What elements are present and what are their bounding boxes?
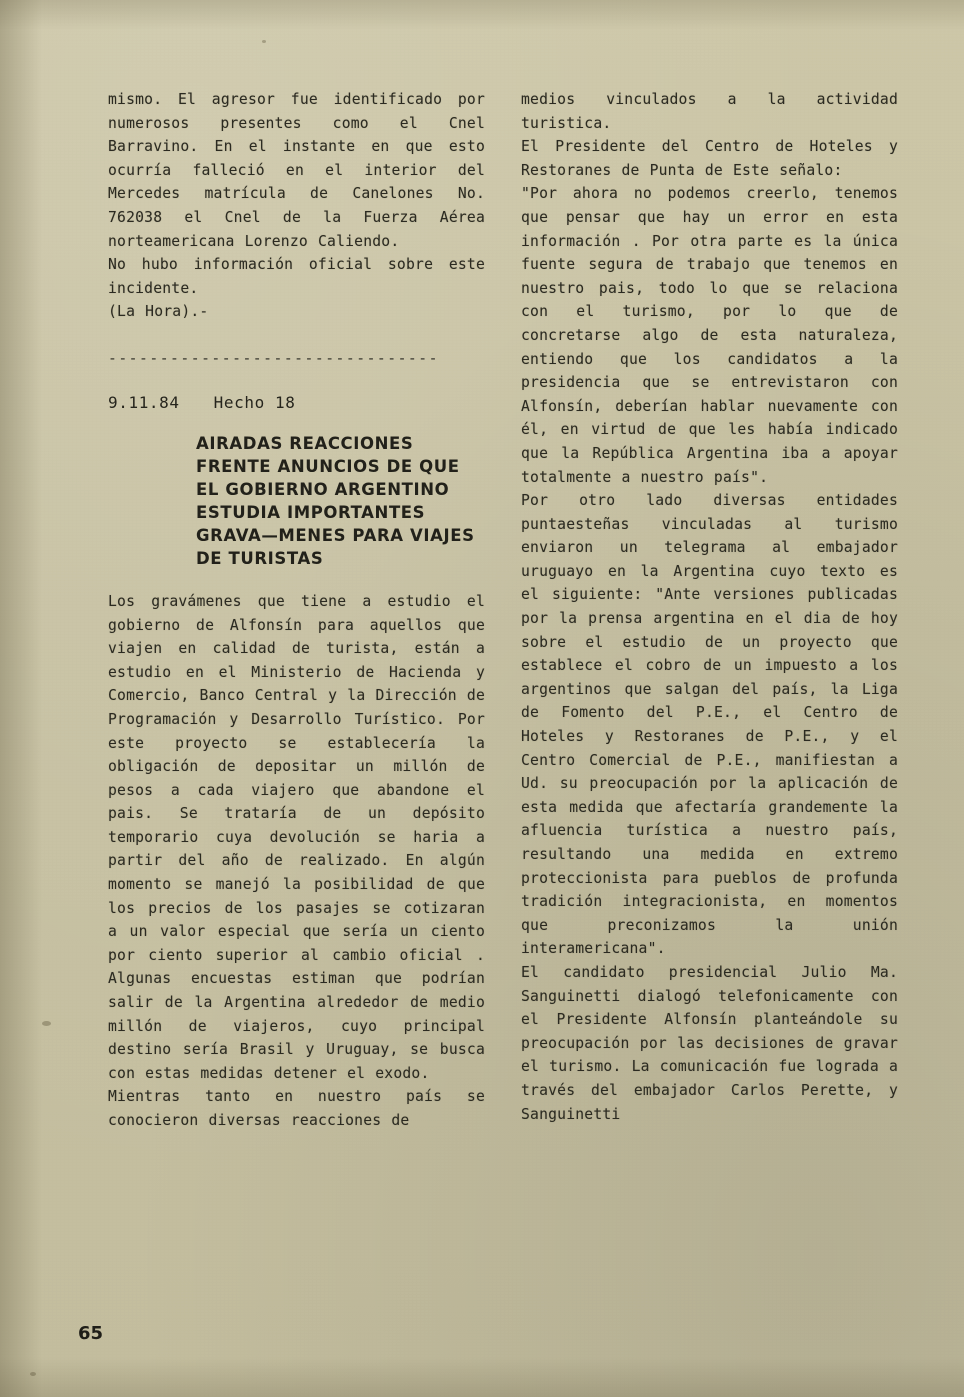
paragraph: mismo. El agresor fue identificado por numerosos presentes como el Cnel Barravino. En el instante en que esto ocurría falleció en el interior del Mercedes matrícula de Canelones No. 762038 el Cnel de la Fuerza Aérea norteamericana Lorenzo Caliendo. [108,91,485,250]
dateline [108,390,485,416]
paragraph: Por otro lado diversas entidades puntaesteñas vinculadas al turismo enviaron un telegrama al embajador uruguayo en la Argentina cuyo texto es el siguiente: "Ante versiones publicadas por la prensa argentina en el dia de hoy sobre el estudio de un proyecto que establece el cobro de un impuesto a los argentinos que salgan del país, la Liga de Fomento del P.E., el Centro de Hoteles y Restoranes de P.E., y el Centro Comercial de P.E., manifiestan a Ud. su preocupación por la aplicación de esta medida que afectaría grandemente la afluencia turística a nuestro país, resultando una medida en extremo proteccionista para pueblos de profunda tradición integracionista, en momentos que preconizamos la unión interamericana". [521,492,898,958]
paper-speck [30,1372,36,1376]
two-column-body [108,88,898,1133]
page-number: 65 [78,1323,104,1344]
paragraph: El Presidente del Centro de Hoteles y Restoranes de Punta de Este señalo: [521,138,898,179]
page-shadow-bottom [0,1357,964,1397]
page-shadow-top [0,0,964,30]
paragraph: "Por ahora no podemos creerlo, tenemos que pensar que hay un error en esta información . Por otra parte es la única fuente segura de trabajo que tenemos en nuestro pais, todo lo que se relaciona con el turismo, por lo que de concretarse algo de esta naturaleza, entiendo que los candidatos a la presidencia que se entrevistaron con Alfonsín, deberían hablar nuevamente con él, en virtud de que les había indicado que la República Argentina iba a apoyar totalmente a nuestro país". [521,185,898,486]
paper-speck [262,40,266,43]
right-column [521,88,898,1133]
paragraph: medios vinculados a la actividad turistica. [521,91,898,132]
left-column [108,88,485,1133]
paragraph: El candidato presidencial Julio Ma. Sanguinetti dialogó telefonicamente con el Presidente Alfonsín planteándole su preocupación por las decisiones de gravar el turismo. La comunicación fue lograda a través del embajador Carlos Perette, y Sanguinetti [521,963,898,1123]
dateline-label: Hecho 18 [213,392,296,412]
dateline-date: 9.11.84 [108,392,180,412]
paragraph: Mientras tanto en nuestro país se conocieron diversas reacciones de [108,1088,485,1129]
paragraph: (La Hora).- [108,303,209,321]
page-shadow-left [0,0,42,1397]
paragraph: No hubo información oficial sobre este incidente. [108,256,485,297]
paragraph: Los gravámenes que tiene a estudio el gobierno de Alfonsín para aquellos que viajen en calidad de turista, están a estudio en el Ministerio de Hacienda y Comercio, Banco Central y la Dirección de Programación y Desarrollo Turístico. Por este proyecto se establecería la obligación de depositar un millón de pesos a cada viajero que abandone el pais. Se trataría de un depósito temporario cuya devolución se haria a partir del año de realizado. En algún momento se manejó la posibilidad de que los precios de los pasajes se cotizaran a un valor especial que sería un ciento por ciento superior al cambio oficial . Algunas encuestas estiman que podrían salir de la Argentina alrededor de medio millón de viajeros, cuyo principal destino sería Brasil y Uruguay, se busca con estas medidas detener el exodo. [108,592,485,1082]
paper-speck [42,1021,51,1026]
article-headline: AIRADAS REACCIONES FRENTE ANUNCIOS DE QUE EL GOBIERNO ARGENTINO ESTUDIA IMPORTANTES GRAVA—MENES PARA VIAJES DE TURISTAS [196,433,475,568]
section-divider: -------------------------------- [108,349,439,367]
